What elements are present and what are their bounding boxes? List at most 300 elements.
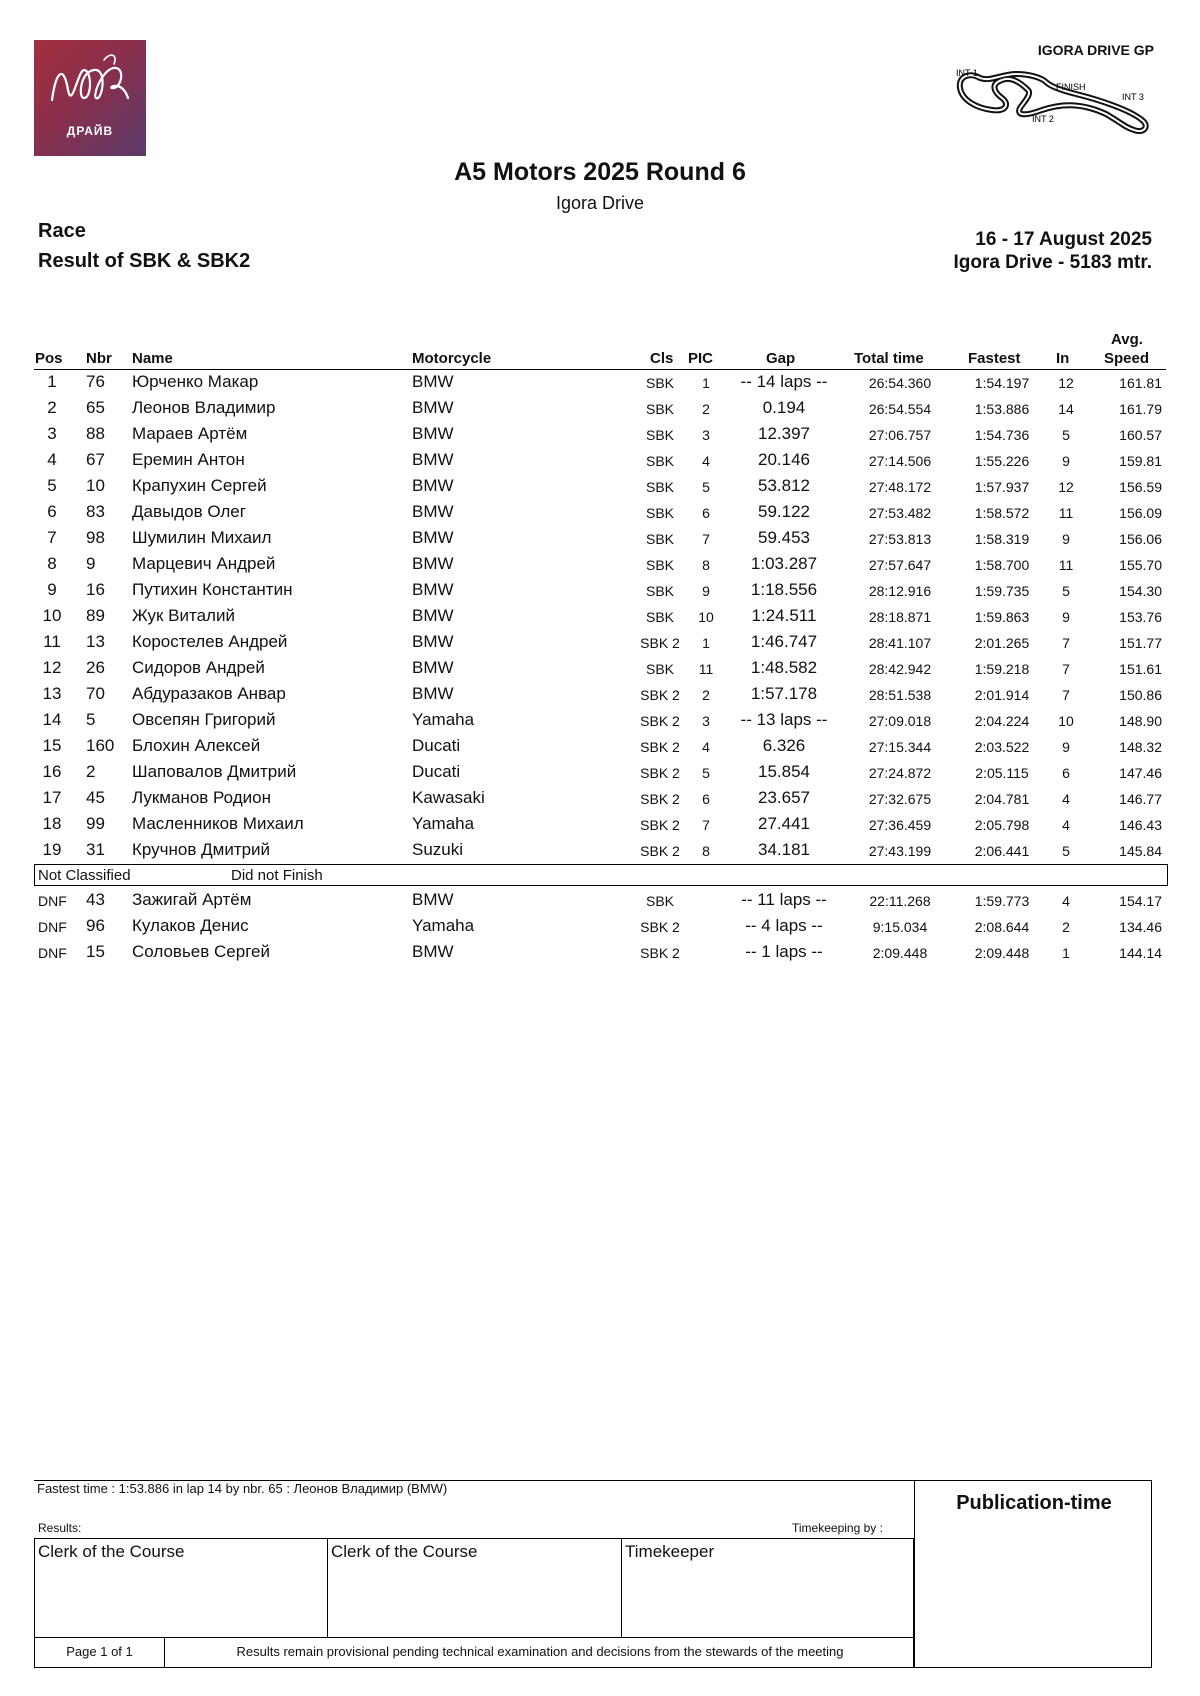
cell-gap: 53.812 [758, 476, 810, 495]
cell-number: 76 [86, 372, 105, 391]
cell-pic: 11 [698, 661, 714, 677]
cell-avg-speed: 151.61 [1119, 661, 1162, 677]
signature-timekeeper [622, 1539, 915, 1637]
cell-class: SBK 2 [640, 635, 680, 651]
cell-pic: 8 [702, 557, 710, 573]
table-row [0, 396, 1200, 422]
cell-class: SBK [645, 479, 674, 495]
cell-rider-name: Зажигай Артём [132, 890, 252, 909]
header-speed: Speed [1104, 350, 1150, 367]
cell-fastest-lap: 1:59.773 [974, 893, 1030, 909]
cell-number: 83 [86, 502, 105, 521]
footer-bottom-bar [35, 1637, 915, 1667]
cell-motorcycle: BMW [412, 890, 454, 909]
cell-motorcycle: BMW [412, 942, 454, 961]
cell-class: SBK [645, 557, 674, 573]
cell-avg-speed: 161.81 [1119, 375, 1162, 391]
cell-fastest-lap: 2:01.265 [974, 635, 1030, 651]
cell-number: 160 [86, 736, 115, 755]
header-name: Name [132, 350, 173, 367]
cell-avg-speed: 156.59 [1119, 479, 1162, 495]
cell-gap: -- 14 laps -- [740, 372, 828, 391]
cell-pic: 5 [702, 479, 710, 495]
cell-total-time: 28:18.871 [868, 609, 932, 625]
header-in: In [1056, 350, 1070, 367]
cell-pos: 13 [42, 684, 62, 703]
cell-class: SBK [645, 893, 674, 909]
cell-avg-speed: 151.77 [1119, 635, 1162, 651]
track-title: IGORA DRIVE GP [1037, 42, 1154, 58]
cell-pos: 5 [47, 476, 57, 495]
cell-pos: 17 [42, 788, 62, 807]
cell-motorcycle: Kawasaki [412, 788, 485, 807]
table-row [0, 474, 1200, 500]
cell-number: 5 [86, 710, 96, 729]
cell-gap: 1:03.287 [750, 554, 818, 573]
cell-motorcycle: BMW [412, 424, 454, 443]
header-speed-top: Avg. [1111, 331, 1143, 348]
table-row [0, 760, 1200, 786]
cell-gap: 59.453 [758, 528, 810, 547]
cell-in-lap: 10 [1058, 713, 1074, 729]
cell-fastest-lap: 1:59.863 [974, 609, 1030, 625]
cell-rider-name: Мараев Артём [132, 424, 248, 443]
cell-motorcycle: BMW [412, 606, 454, 625]
table-row [0, 708, 1200, 734]
cell-motorcycle: BMW [412, 632, 454, 651]
cell-pic: 1 [702, 635, 710, 651]
signature-clerk-2 [328, 1539, 622, 1637]
table-row [0, 422, 1200, 448]
cell-rider-name: Марцевич Андрей [132, 554, 276, 573]
signature-label: Clerk of the Course [331, 1542, 478, 1561]
cell-in-lap: 11 [1058, 557, 1074, 573]
cell-rider-name: Шумилин Михаил [132, 528, 272, 547]
cell-pic: 6 [702, 791, 710, 807]
cell-number: 67 [86, 450, 105, 469]
track-map [950, 64, 1160, 144]
signature-label: Timekeeper [625, 1542, 715, 1561]
cell-fastest-lap: 1:54.736 [974, 427, 1030, 443]
cell-pic: 7 [702, 531, 710, 547]
cell-in-lap: 9 [1062, 453, 1070, 469]
cell-gap: 1:57.178 [750, 684, 818, 703]
cell-number: 9 [86, 554, 96, 573]
circuit-info: Igora Drive - 5183 mtr. [953, 252, 1152, 273]
cell-motorcycle: Yamaha [412, 710, 475, 729]
cell-rider-name: Леонов Владимир [132, 398, 276, 417]
cell-class: SBK [645, 401, 674, 417]
table-row [0, 888, 1200, 914]
cell-gap: 1:24.511 [751, 606, 817, 625]
cell-class: SBK 2 [640, 945, 680, 961]
cell-avg-speed: 147.46 [1119, 765, 1162, 781]
cell-class: SBK [645, 375, 674, 391]
header-motorcycle: Motorcycle [412, 350, 492, 367]
results-table [0, 370, 1200, 864]
track-label-int2: INT 2 [1032, 114, 1054, 124]
cell-fastest-lap: 1:59.735 [974, 583, 1030, 599]
cell-pos: DNF [38, 893, 67, 909]
cell-motorcycle: BMW [412, 398, 454, 417]
cell-pos: 11 [43, 632, 61, 651]
cell-pos: 18 [42, 814, 62, 833]
cell-rider-name: Кулаков Денис [132, 916, 249, 935]
cell-in-lap: 5 [1062, 843, 1070, 859]
cell-avg-speed: 146.77 [1119, 791, 1162, 807]
cell-gap: 1:48.582 [750, 658, 818, 677]
cell-motorcycle: Ducati [412, 736, 461, 755]
cell-class: SBK 2 [640, 817, 680, 833]
cell-rider-name: Давыдов Олег [132, 502, 246, 521]
cell-pos: 12 [42, 658, 62, 677]
cell-in-lap: 14 [1058, 401, 1074, 417]
cell-pic: 3 [702, 427, 710, 443]
cell-number: 31 [86, 840, 105, 859]
cell-motorcycle: BMW [412, 580, 454, 599]
cell-total-time: 2:09.448 [872, 945, 928, 961]
cell-motorcycle: BMW [412, 554, 454, 573]
cell-total-time: 27:06.757 [868, 427, 932, 443]
cell-gap: 1:18.556 [750, 580, 818, 599]
cell-fastest-lap: 1:57.937 [974, 479, 1030, 495]
table-row [0, 500, 1200, 526]
cell-fastest-lap: 1:59.218 [974, 661, 1030, 677]
cell-motorcycle: BMW [412, 476, 454, 495]
cell-pic: 10 [698, 609, 714, 625]
cell-motorcycle: Ducati [412, 762, 461, 781]
event-dates: 16 - 17 August 2025 [975, 229, 1152, 250]
cell-pic: 4 [702, 453, 710, 469]
cell-class: SBK [645, 583, 674, 599]
cell-motorcycle: Suzuki [412, 840, 464, 859]
table-row [0, 448, 1200, 474]
cell-avg-speed: 144.14 [1119, 945, 1162, 961]
logo-caption: ДРАЙВ [66, 124, 114, 138]
cell-fastest-lap: 2:09.448 [974, 945, 1030, 961]
cell-in-lap: 6 [1062, 765, 1070, 781]
cell-pos: 10 [42, 606, 62, 625]
cell-avg-speed: 145.84 [1119, 843, 1162, 859]
table-row [0, 552, 1200, 578]
cell-pos: 9 [47, 580, 57, 599]
cell-number: 16 [86, 580, 105, 599]
header-gap: Gap [766, 350, 796, 367]
cell-total-time: 26:54.360 [868, 375, 932, 391]
cell-pos: 16 [42, 762, 62, 781]
cell-fastest-lap: 1:58.572 [974, 505, 1030, 521]
cell-fastest-lap: 1:54.197 [974, 375, 1030, 391]
cell-pos: 6 [47, 502, 57, 521]
cell-avg-speed: 150.86 [1119, 687, 1162, 703]
cell-fastest-lap: 2:03.522 [974, 739, 1030, 755]
event-venue: Igora Drive [555, 193, 645, 213]
cell-class: SBK [645, 531, 674, 547]
cell-rider-name: Жук Виталий [132, 606, 235, 625]
table-row [0, 630, 1200, 656]
cell-gap: -- 13 laps -- [740, 710, 828, 729]
cell-rider-name: Блохин Алексей [132, 736, 261, 755]
header-nbr: Nbr [86, 350, 112, 367]
cell-gap: 34.181 [758, 840, 810, 859]
cell-total-time: 28:12.916 [868, 583, 932, 599]
cell-pos: 14 [42, 710, 62, 729]
cell-pos: DNF [38, 919, 67, 935]
cell-rider-name: Крапухин Сергей [132, 476, 267, 495]
cell-pos: 7 [47, 528, 57, 547]
cell-pos: 1 [47, 372, 57, 391]
cell-motorcycle: BMW [412, 658, 454, 677]
cell-in-lap: 5 [1062, 583, 1070, 599]
cell-pos: 15 [42, 736, 62, 755]
cell-fastest-lap: 2:04.224 [974, 713, 1030, 729]
cell-motorcycle: BMW [412, 372, 454, 391]
cell-in-lap: 9 [1062, 739, 1070, 755]
cell-motorcycle: BMW [412, 502, 454, 521]
cell-in-lap: 7 [1062, 635, 1070, 651]
cell-avg-speed: 154.17 [1119, 893, 1162, 909]
cell-pic: 2 [702, 687, 710, 703]
cell-fastest-lap: 2:08.644 [974, 919, 1030, 935]
table-row [0, 370, 1200, 396]
cell-pic: 3 [702, 713, 710, 729]
cell-gap: 20.146 [758, 450, 810, 469]
header-pic: PIC [688, 350, 714, 367]
cell-class: SBK 2 [640, 739, 680, 755]
cell-gap: -- 1 laps -- [745, 942, 823, 961]
cell-rider-name: Путихин Константин [132, 580, 293, 599]
cell-total-time: 22:11.268 [869, 893, 931, 909]
header-cls: Cls [650, 350, 674, 367]
cell-class: SBK 2 [640, 791, 680, 807]
cell-gap: -- 4 laps -- [745, 916, 823, 935]
cell-fastest-lap: 1:58.700 [974, 557, 1030, 573]
cell-avg-speed: 161.79 [1119, 401, 1162, 417]
cell-class: SBK [645, 427, 674, 443]
table-row [0, 734, 1200, 760]
cell-avg-speed: 156.06 [1119, 531, 1162, 547]
cell-total-time: 27:53.813 [868, 531, 932, 547]
cell-rider-name: Сидоров Андрей [132, 658, 265, 677]
cell-rider-name: Лукманов Родион [132, 788, 271, 807]
cell-number: 99 [86, 814, 105, 833]
cell-total-time: 27:15.344 [868, 739, 932, 755]
signature-clerk-1 [35, 1539, 328, 1637]
cell-fastest-lap: 2:04.781 [974, 791, 1030, 807]
cell-number: 98 [86, 528, 105, 547]
not-classified-reason: Did not Finish [231, 867, 323, 884]
table-row [0, 914, 1200, 940]
cell-in-lap: 11 [1058, 505, 1074, 521]
cell-avg-speed: 156.09 [1119, 505, 1162, 521]
cell-total-time: 27:32.675 [868, 791, 932, 807]
cell-total-time: 27:57.647 [868, 557, 932, 573]
cell-total-time: 27:09.018 [868, 713, 932, 729]
cell-in-lap: 5 [1062, 427, 1070, 443]
logo-script-mark [34, 40, 146, 124]
header-total: Total time [854, 350, 924, 367]
cell-motorcycle: Yamaha [412, 916, 475, 935]
table-row [0, 682, 1200, 708]
cell-class: SBK 2 [640, 687, 680, 703]
cell-class: SBK [645, 661, 674, 677]
cell-rider-name: Абдуразаков Анвар [132, 684, 286, 703]
cell-fastest-lap: 1:58.319 [974, 531, 1030, 547]
cell-rider-name: Масленников Михаил [132, 814, 304, 833]
table-row [0, 838, 1200, 864]
cell-motorcycle: BMW [412, 528, 454, 547]
cell-number: 15 [86, 942, 105, 961]
publication-time-box [914, 1480, 1152, 1668]
event-title: A5 Motors 2025 Round 6 [454, 158, 746, 186]
cell-class: SBK [645, 505, 674, 521]
cell-motorcycle: BMW [412, 684, 454, 703]
cell-total-time: 27:24.872 [868, 765, 932, 781]
cell-fastest-lap: 2:05.798 [974, 817, 1030, 833]
cell-pos: DNF [38, 945, 67, 961]
provisional-disclaimer: Results remain provisional pending technical examination and decisions from the stewards of the meeting [236, 1644, 844, 1659]
cell-number: 43 [86, 890, 105, 909]
dnf-table [0, 888, 1200, 966]
cell-avg-speed: 159.81 [1119, 453, 1162, 469]
cell-fastest-lap: 1:53.886 [974, 401, 1030, 417]
cell-pos: 4 [47, 450, 57, 469]
cell-total-time: 28:42.942 [868, 661, 932, 677]
cell-in-lap: 4 [1062, 893, 1070, 909]
cell-rider-name: Коростелев Андрей [132, 632, 288, 651]
cell-number: 70 [86, 684, 105, 703]
cell-pic: 9 [702, 583, 710, 599]
cell-class: SBK 2 [640, 843, 680, 859]
cell-number: 26 [86, 658, 105, 677]
cell-gap: 1:46.747 [750, 632, 818, 651]
cell-pos: 8 [47, 554, 57, 573]
cell-pic: 6 [702, 505, 710, 521]
cell-total-time: 27:14.506 [868, 453, 932, 469]
cell-pos: 3 [47, 424, 57, 443]
cell-pos: 2 [47, 398, 57, 417]
table-row [0, 604, 1200, 630]
cell-in-lap: 9 [1062, 609, 1070, 625]
cell-gap: 6.326 [762, 736, 806, 755]
cell-fastest-lap: 1:55.226 [974, 453, 1030, 469]
cell-gap: 15.854 [758, 762, 810, 781]
cell-number: 45 [86, 788, 105, 807]
cell-fastest-lap: 2:06.441 [974, 843, 1030, 859]
cell-class: SBK 2 [640, 919, 680, 935]
cell-avg-speed: 160.57 [1119, 427, 1162, 443]
cell-gap: 23.657 [758, 788, 810, 807]
cell-in-lap: 9 [1062, 531, 1070, 547]
cell-pic: 5 [702, 765, 710, 781]
cell-rider-name: Овсепян Григорий [132, 710, 276, 729]
results-label: Results: [38, 1521, 82, 1535]
cell-pic: 4 [702, 739, 710, 755]
cell-in-lap: 4 [1062, 817, 1070, 833]
cell-number: 2 [86, 762, 96, 781]
cell-avg-speed: 146.43 [1119, 817, 1162, 833]
cell-gap: 12.397 [758, 424, 810, 443]
cell-class: SBK [645, 453, 674, 469]
cell-rider-name: Соловьев Сергей [132, 942, 270, 961]
cell-avg-speed: 134.46 [1119, 919, 1162, 935]
table-row [0, 526, 1200, 552]
cell-in-lap: 7 [1062, 687, 1070, 703]
cell-pic: 7 [702, 817, 710, 833]
cell-rider-name: Кручнов Дмитрий [132, 840, 271, 859]
publication-time-title: Publication-time [956, 1492, 1112, 1514]
track-label-int3: INT 3 [1122, 92, 1144, 102]
cell-pic: 8 [702, 843, 710, 859]
cell-rider-name: Юрченко Макар [132, 372, 259, 391]
cell-in-lap: 12 [1058, 375, 1074, 391]
header-fastest: Fastest [968, 350, 1021, 367]
cell-number: 89 [86, 606, 105, 625]
cell-in-lap: 2 [1062, 919, 1070, 935]
cell-in-lap: 12 [1058, 479, 1074, 495]
cell-pic: 2 [702, 401, 710, 417]
page-number: Page 1 of 1 [35, 1638, 165, 1668]
cell-total-time: 27:48.172 [868, 479, 932, 495]
cell-total-time: 26:54.554 [868, 401, 932, 417]
timekeeping-label: Timekeeping by : [792, 1521, 883, 1535]
not-classified-bar [34, 864, 1168, 886]
table-row [0, 786, 1200, 812]
header-pos: Pos [35, 350, 63, 367]
fastest-lap-text: Fastest time : 1:53.886 in lap 14 by nbr. 65 : Леонов Владимир (BMW) [37, 1481, 448, 1496]
cell-total-time: 9:15.034 [872, 919, 928, 935]
signature-box [34, 1538, 914, 1668]
cell-avg-speed: 154.30 [1119, 583, 1162, 599]
table-row [0, 656, 1200, 682]
cell-class: SBK 2 [640, 713, 680, 729]
cell-in-lap: 1 [1062, 945, 1070, 961]
cell-rider-name: Шаповалов Дмитрий [132, 762, 297, 781]
cell-rider-name: Еремин Антон [132, 450, 245, 469]
table-row [0, 940, 1200, 966]
cell-fastest-lap: 2:01.914 [974, 687, 1030, 703]
cell-class: SBK 2 [640, 765, 680, 781]
cell-gap: 27.441 [758, 814, 810, 833]
cell-number: 10 [86, 476, 105, 495]
cell-in-lap: 7 [1062, 661, 1070, 677]
cell-avg-speed: 155.70 [1119, 557, 1162, 573]
cell-avg-speed: 148.32 [1119, 739, 1162, 755]
cell-fastest-lap: 2:05.115 [975, 765, 1029, 781]
table-row [0, 812, 1200, 838]
cell-gap: -- 11 laps -- [741, 890, 827, 909]
cell-total-time: 28:51.538 [868, 687, 932, 703]
cell-motorcycle: BMW [412, 450, 454, 469]
cell-total-time: 27:43.199 [868, 843, 932, 859]
cell-avg-speed: 153.76 [1119, 609, 1162, 625]
table-row [0, 578, 1200, 604]
cell-number: 88 [86, 424, 105, 443]
track-label-finish: FINISH [1056, 82, 1086, 92]
cell-pos: 19 [42, 840, 62, 859]
track-label-int1: INT 1 [956, 68, 978, 78]
result-title: Result of SBK & SBK2 [38, 250, 251, 272]
cell-motorcycle: Yamaha [412, 814, 475, 833]
cell-total-time: 27:53.482 [868, 505, 932, 521]
cell-avg-speed: 148.90 [1119, 713, 1162, 729]
cell-number: 13 [86, 632, 105, 651]
cell-total-time: 27:36.459 [868, 817, 932, 833]
cell-in-lap: 4 [1062, 791, 1070, 807]
cell-number: 96 [86, 916, 105, 935]
cell-class: SBK [645, 609, 674, 625]
cell-pic: 1 [702, 375, 710, 391]
